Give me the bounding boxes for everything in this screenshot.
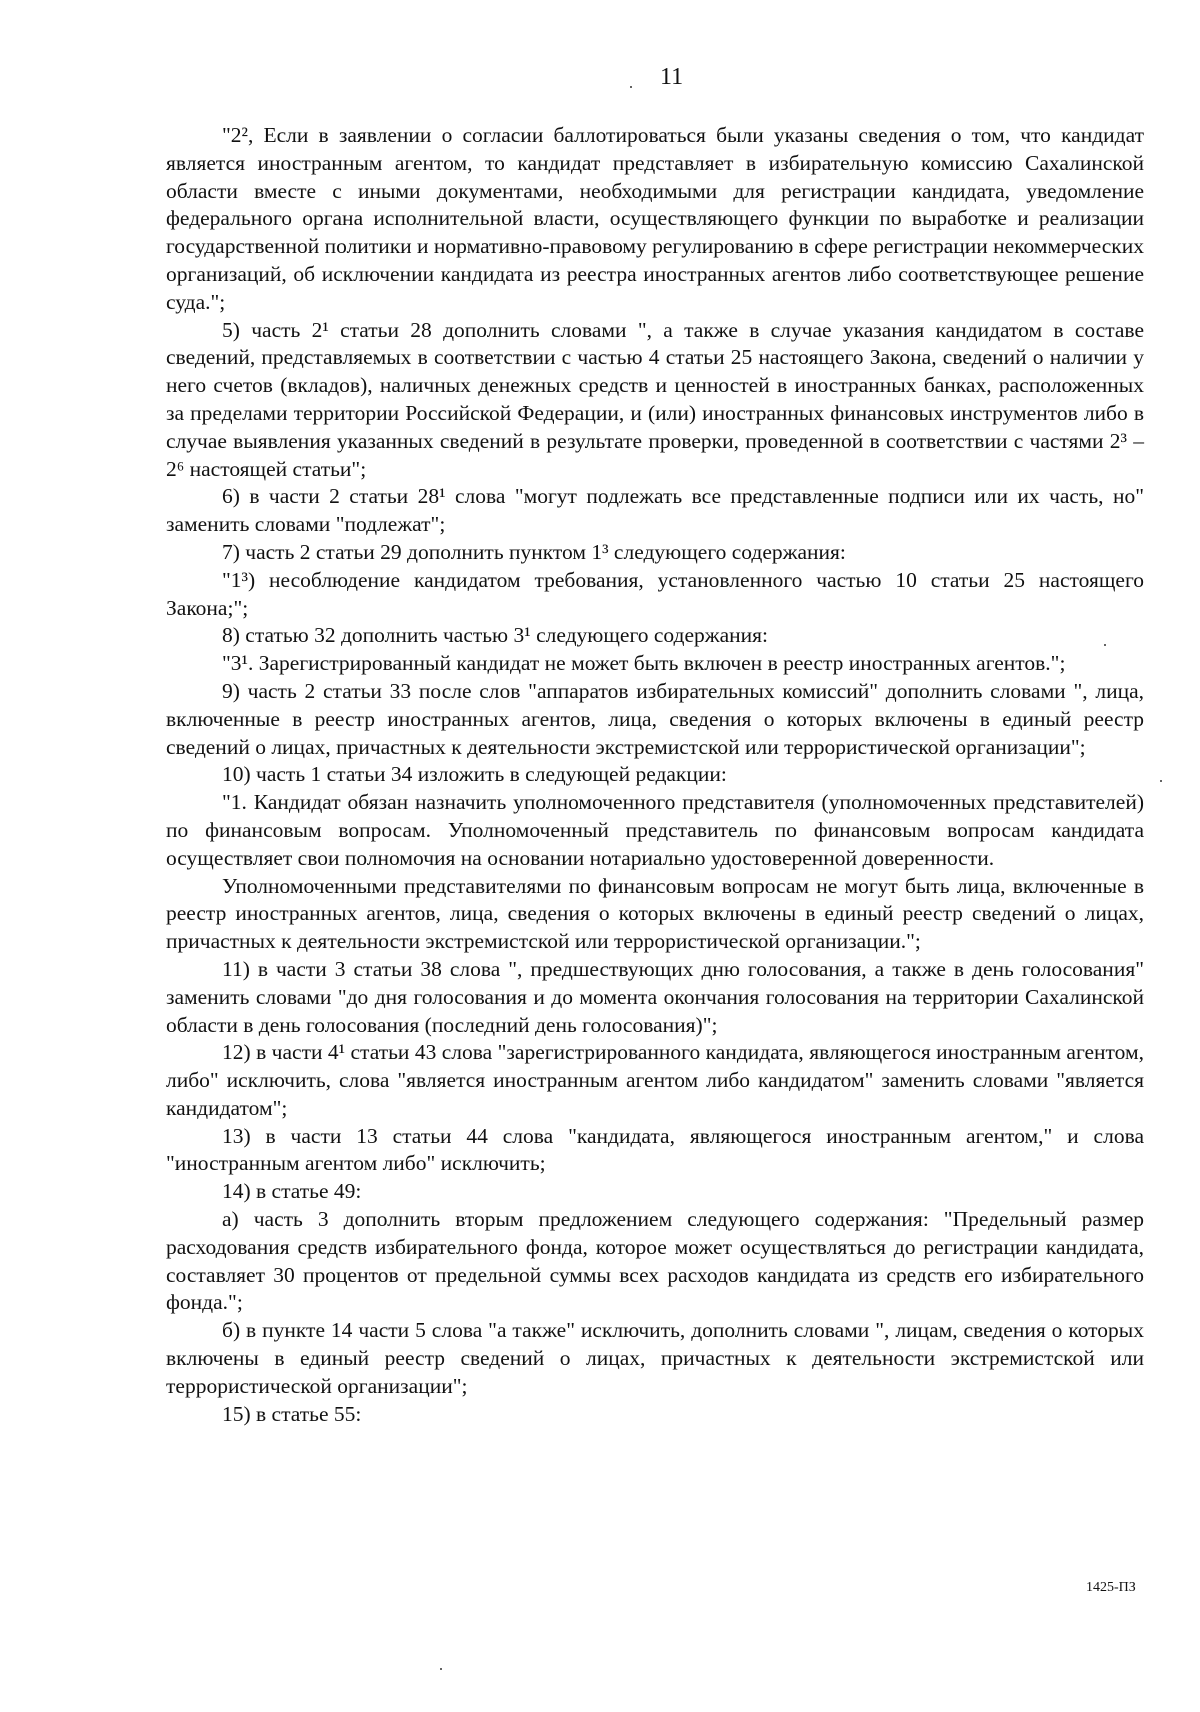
scan-speck bbox=[1104, 644, 1106, 646]
paragraph: 9) часть 2 статьи 33 после слов "аппаратов избирательных комиссий" дополнить словами ", лица, включенные в реестр иностранных агентов, лица, сведения о которых включены в единый реестр сведений о лицах, причастных к деятельности экстремистской или террористической организации"; bbox=[166, 678, 1144, 759]
paragraph: а) часть 3 дополнить вторым предложением следующего содержания: "Предельный размер расходования средств избирательного фонда, которое может осуществляться до регистрации кандидата, составляет 30 процентов от предельной суммы всех расходов кандидата из средств его избирательного фонда."; bbox=[166, 1207, 1144, 1315]
paragraph: 12) в части 4¹ статьи 43 слова "зарегистрированного кандидата, являющегося иностранным агентом, либо" исключить, слова "является иностранным агентом либо кандидатом" заменить словами "является кандидатом"; bbox=[166, 1040, 1144, 1120]
document-body bbox=[166, 122, 1144, 1428]
paragraph: 5) часть 2¹ статьи 28 дополнить словами ", а также в случае указания кандидатом в составе сведений, представляемых в соответствии с частью 4 статьи 25 настоящего Закона, сведений о наличии у него счетов (вкладов), наличных денежных средств и ценностей в иностранных банках, расположенных за пределами территории Российской Федерации, и (или) иностранных финансовых инструментов либо в случае выявления указанных сведений в результате проверки, проведенной в соответствии с частями 2³ – 2⁶ настоящей статьи"; bbox=[166, 317, 1144, 481]
scan-speck bbox=[440, 1668, 442, 1670]
scan-speck bbox=[630, 86, 632, 88]
paragraph: б) в пункте 14 части 5 слова "а также" исключить, дополнить словами ", лицам, сведения о которых включены в единый реестр сведений о лицах, причастных к деятельности экстремистской или террористической организации"; bbox=[166, 1318, 1144, 1398]
paragraph: 8) статью 32 дополнить частью 3¹ следующего содержания: bbox=[222, 623, 769, 648]
paragraph: 7) часть 2 статьи 29 дополнить пунктом 1³ следующего содержания: bbox=[222, 539, 846, 564]
paragraph: 14) в статье 49: bbox=[222, 1179, 362, 1204]
paragraph: "3¹. Зарегистрированный кандидат не может быть включен в реестр иностранных агентов."; bbox=[222, 651, 1066, 676]
paragraph: Уполномоченными представителями по финансовым вопросам не могут быть лица, включенные в реестр иностранных агентов, лица, сведения о которых включены в единый реестр сведений о лицах, причастных к деятельности экстремистской или террористической организации."; bbox=[166, 873, 1144, 954]
page-number: 11 bbox=[660, 64, 684, 90]
paragraph: "1³) несоблюдение кандидатом требования, установленного частью 10 статьи 25 настоящего Закона;"; bbox=[166, 567, 1144, 620]
paragraph: 13) в части 13 статьи 44 слова "кандидата, являющегося иностранным агентом," и слова "иностранным агентом либо" исключить; bbox=[166, 1123, 1144, 1176]
paragraph: "1. Кандидат обязан назначить уполномоченного представителя (уполномоченных представителей) по финансовым вопросам. Уполномоченный представитель по финансовым вопросам кандидата осуществляет свои полномочия на основании нотариально удостоверенной доверенности. bbox=[166, 790, 1144, 870]
paragraph: 6) в части 2 статьи 28¹ слова "могут подлежать все представленные подписи или их часть, но" заменить словами "подлежат"; bbox=[166, 484, 1144, 537]
paragraph: 10) часть 1 статьи 34 изложить в следующей редакции: bbox=[222, 762, 727, 787]
paragraph: 11) в части 3 статьи 38 слова ", предшествующих дню голосования, а также в день голосования" заменить словами "до дня голосования и до момента окончания голосования на территории Сахалинской области в день голосования (последний день голосования)"; bbox=[166, 956, 1144, 1037]
document-code: 1425-ПЗ bbox=[1086, 1580, 1136, 1595]
scan-speck bbox=[1160, 780, 1162, 782]
paragraph: 15) в статье 55: bbox=[222, 1401, 362, 1426]
paragraph: "2², Если в заявлении о согласии баллотироваться были указаны сведения о том, что кандидат является иностранным агентом, то кандидат представляет в избирательную комиссию Сахалинской области вместе с иными документами, необходимыми для регистрации кандидата, уведомление федерального органа исполнительной власти, осуществляющего функции по выработке и реализации государственной политики и нормативно-правовому регулированию в сфере регистрации некоммерческих организаций, об исключении кандидата из реестра иностранных агентов либо соответствующее решение суда."; bbox=[166, 123, 1144, 314]
